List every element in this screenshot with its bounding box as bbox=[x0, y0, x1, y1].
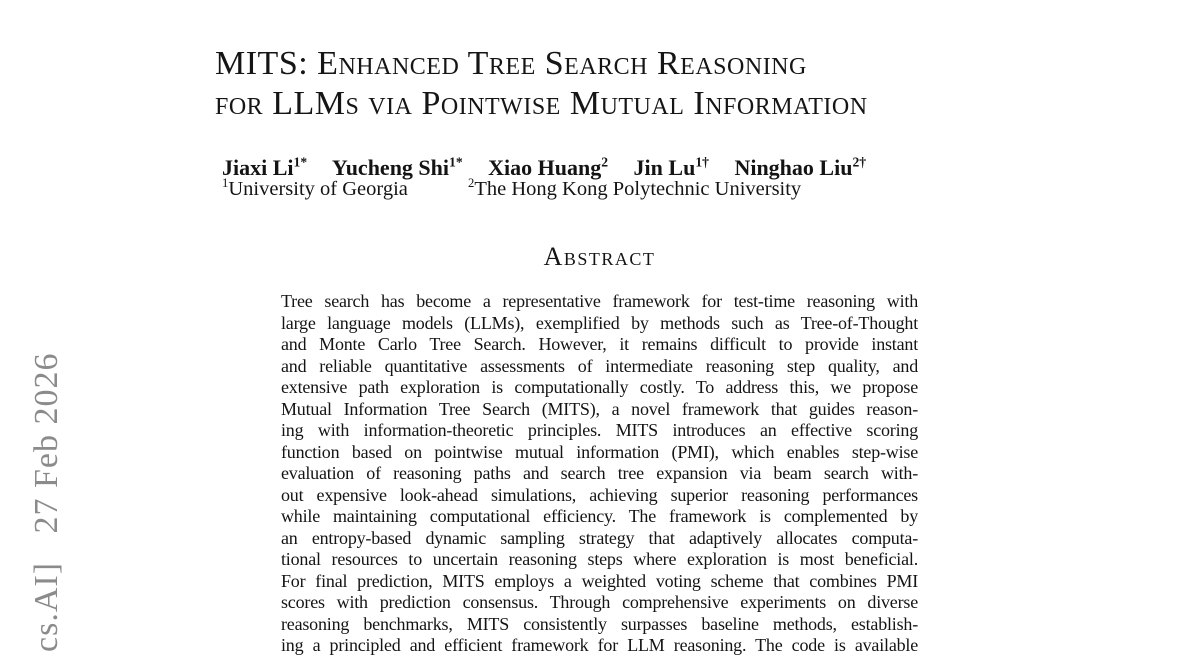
abstract-line: ing with information-theoretic principles. MITS introduces an effective scoring bbox=[281, 420, 918, 440]
author-superscript: 1* bbox=[293, 154, 308, 170]
author-name: Xiao Huang bbox=[488, 155, 602, 180]
affiliation-superscript: 2 bbox=[468, 176, 475, 191]
arxiv-watermark: cs.AI] 27 Feb 2026 bbox=[28, 352, 65, 652]
paper-title-line-2: for LLMs via Pointwise Mutual Information bbox=[215, 85, 868, 122]
author-name: Yucheng Shi bbox=[331, 155, 450, 180]
abstract-line: and reliable quantitative assessments of intermediate reasoning step quality, and bbox=[281, 355, 918, 376]
affiliation-superscript: 1 bbox=[222, 176, 229, 191]
abstract-line: evaluation of reasoning paths and search tree expansion via beam search with- bbox=[281, 463, 918, 483]
abstract-line: out expensive look-ahead simulations, achieving superior reasoning performances bbox=[281, 484, 918, 505]
paper-title bbox=[215, 44, 868, 124]
abstract-heading: Abstract bbox=[543, 242, 656, 271]
affiliation bbox=[222, 178, 408, 200]
affiliation-name: The Hong Kong Polytechnic University bbox=[474, 178, 802, 200]
abstract-line: while maintaining computational efficiency. The framework is complemented by bbox=[281, 506, 918, 526]
abstract-line: large language models (LLMs), exemplified by methods such as Tree-of-Thought bbox=[281, 312, 918, 333]
abstract-line: extensive path exploration is computationally costly. To address this, we propose bbox=[281, 377, 918, 397]
abstract-line: ing a principled and efficient framework for LLM reasoning. The code is available bbox=[281, 635, 918, 655]
author-superscript: 2 bbox=[601, 154, 609, 170]
author-name: Jiaxi Li bbox=[222, 155, 294, 180]
paper-title-line-1: MITS: Enhanced Tree Search Reasoning bbox=[215, 45, 807, 82]
abstract-line: tional resources to uncertain reasoning steps where exploration is most beneficial. bbox=[281, 549, 918, 569]
abstract-line: Tree search has become a representative framework for test-time reasoning with bbox=[281, 291, 918, 311]
abstract-line: reasoning benchmarks, MITS consistently surpasses baseline methods, establish- bbox=[281, 613, 918, 634]
author-superscript: 2† bbox=[852, 154, 867, 170]
abstract-line: and Monte Carlo Tree Search. However, it remains difficult to provide instant bbox=[281, 334, 918, 354]
author-superscript: 1† bbox=[695, 154, 709, 170]
affiliation bbox=[468, 178, 801, 200]
affiliations-row bbox=[222, 176, 801, 202]
author-name: Jin Lu bbox=[633, 155, 696, 180]
author-name: Ninghao Liu bbox=[734, 155, 853, 180]
author-superscript: 1* bbox=[449, 154, 463, 170]
affiliation-name: University of Georgia bbox=[228, 178, 408, 200]
abstract-line: an entropy-based dynamic sampling strategy that adaptively allocates computa- bbox=[281, 527, 918, 548]
abstract-line: Mutual Information Tree Search (MITS), a novel framework that guides reason- bbox=[281, 398, 918, 419]
abstract-text bbox=[281, 291, 918, 657]
abstract-line: function based on pointwise mutual information (PMI), which enables step-wise bbox=[281, 441, 918, 462]
abstract-line: scores with prediction consensus. Through comprehensive experiments on diverse bbox=[281, 592, 918, 612]
abstract-line: For final prediction, MITS employs a weighted voting scheme that combines PMI bbox=[281, 570, 918, 591]
